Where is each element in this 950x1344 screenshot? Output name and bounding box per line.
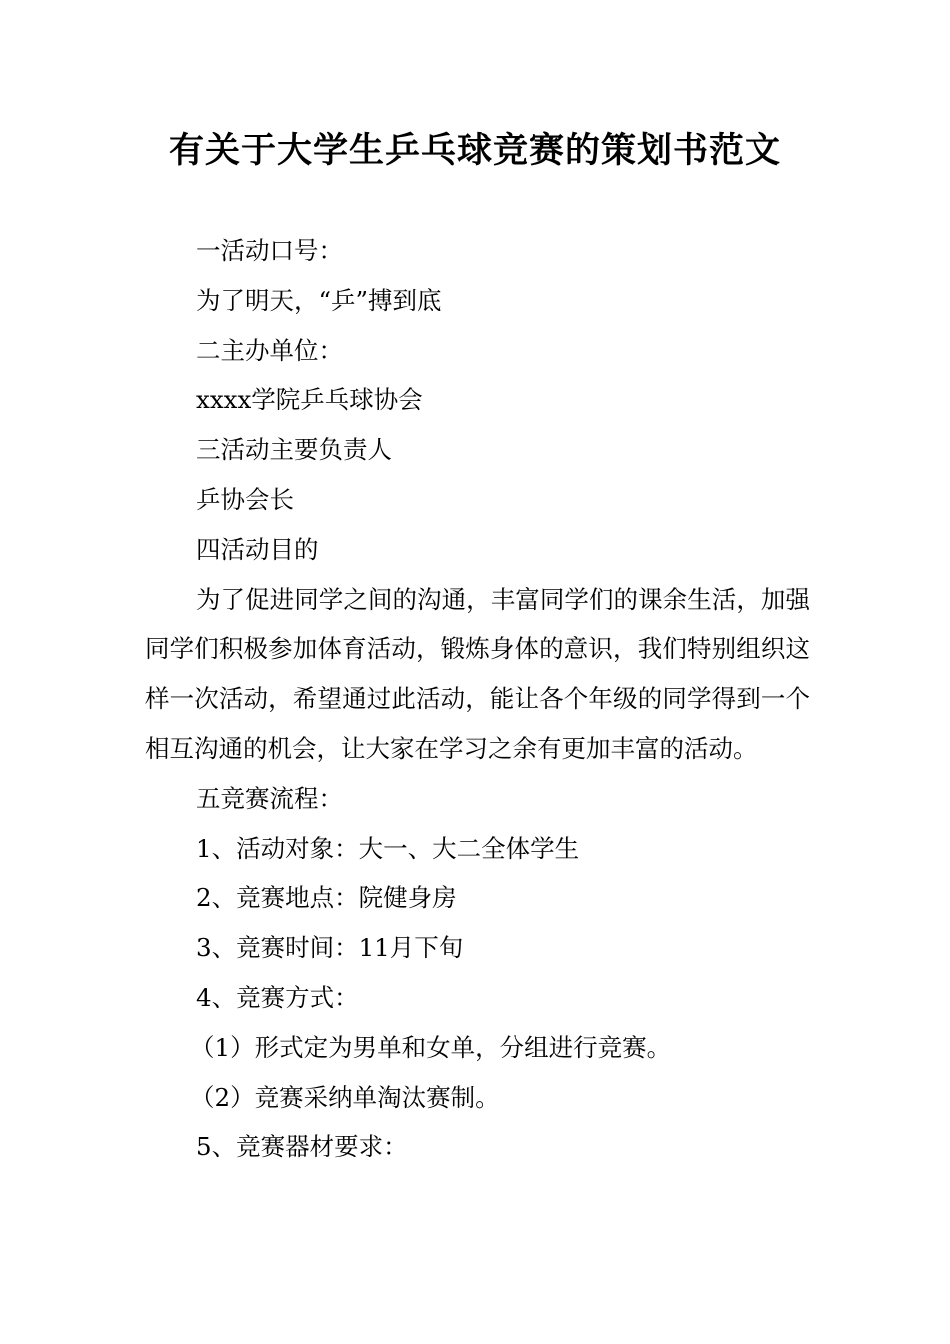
section-heading-process: 五竞赛流程： [196, 783, 343, 813]
process-item-format: 4、竞赛方式： [196, 982, 359, 1012]
process-item-location: 2、竞赛地点：院健身房 [196, 883, 457, 913]
leader-text: 乒协会长 [196, 484, 294, 514]
section-heading-organizer: 二主办单位： [196, 335, 343, 365]
format-subitem-2: （2）竞赛采纳单淘汰赛制。 [190, 1082, 500, 1112]
purpose-paragraph: 为了促进同学之间的沟通，丰富同学们的课余生活，加强同学们积极参加体育活动，锻炼身体的意识，我们特别组织这样一次活动，希望通过此活动，能让各个年级的同学得到一个相互沟通的机会，让大家在学习之余有更加丰富的活动。 [145, 584, 810, 763]
document-title: 有关于大学生乒乓球竞赛的策划书范文 [168, 131, 781, 171]
section-heading-slogan: 一活动口号： [196, 236, 343, 265]
process-item-participants: 1、活动对象：大一、大二全体学生 [196, 833, 580, 863]
slogan-text: 为了明天，“乒”搏到底 [196, 285, 442, 315]
section-heading-purpose: 四活动目的 [196, 534, 319, 564]
document-body [145, 226, 810, 1172]
format-subitem-1: （1）形式定为男单和女单，分组进行竞赛。 [190, 1032, 672, 1062]
organizer-text: xxxx学院乒乓球协会 [196, 385, 423, 415]
section-heading-leader: 三活动主要负责人 [196, 435, 392, 465]
process-item-time: 3、竞赛时间：11月下旬 [196, 933, 464, 963]
process-item-equipment: 5、竞赛器材要求： [196, 1132, 408, 1162]
